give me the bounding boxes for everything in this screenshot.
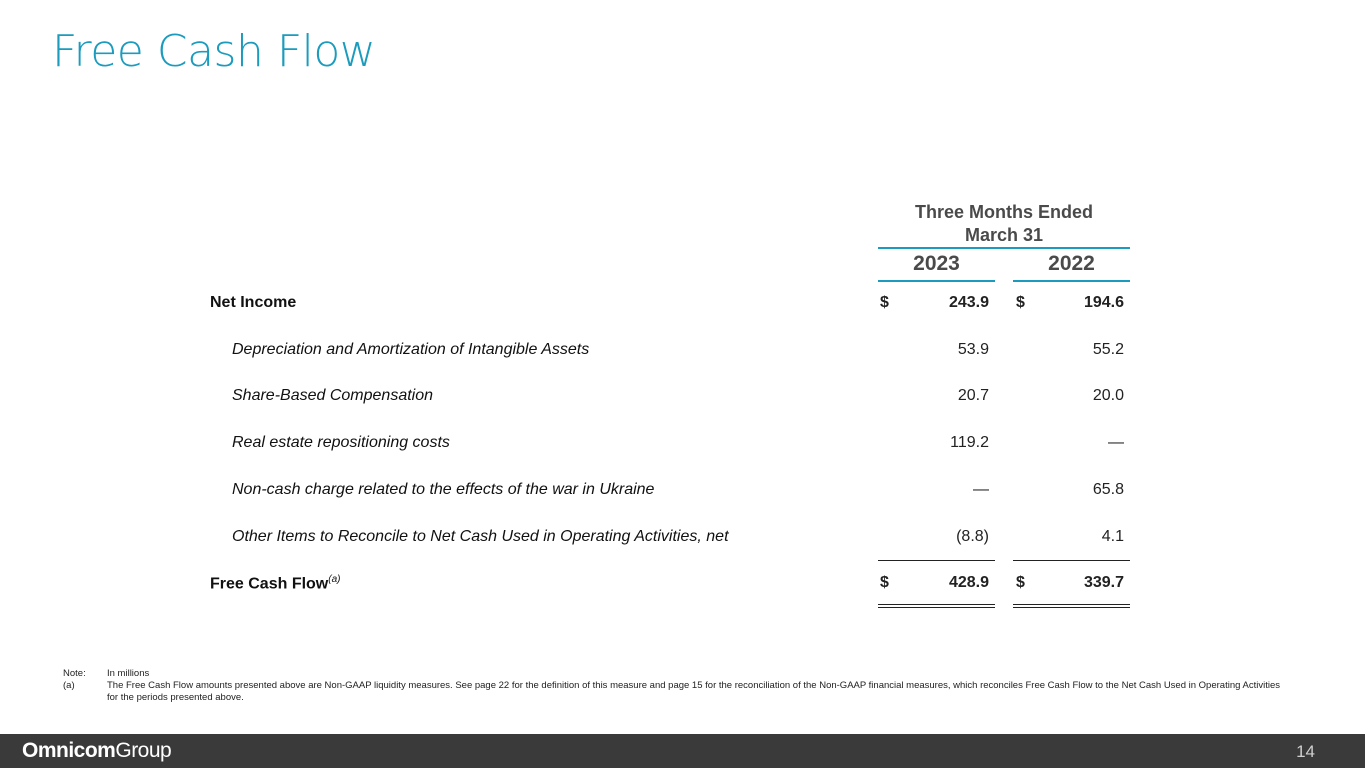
note-line xyxy=(63,668,1293,680)
value-2023: 428.9 xyxy=(948,574,989,591)
page-title: Free Cash Flow xyxy=(52,26,376,77)
table-row-depreciation xyxy=(0,341,1365,365)
footnote-mark: (a) xyxy=(328,574,341,585)
period-header-rule xyxy=(878,247,1130,249)
footnote-a-text: The Free Cash Flow amounts presented above are Non-GAAP liquidity measures. See page 22 for the definition of this measure and page 15 for the reconciliation of the Non-GAAP financial measures, which reconciles Free Cash Flow to the Net Cash Used in Operating Activities for the periods presented above. xyxy=(107,680,1280,703)
value-2023: (8.8) xyxy=(956,528,989,545)
year-2023-header: 2023 xyxy=(913,252,960,275)
period-header-line2: March 31 xyxy=(964,225,1044,245)
row-label xyxy=(210,574,340,593)
omnicom-logo xyxy=(22,739,171,763)
year-2023-rule xyxy=(878,280,995,282)
table-row-ukraine-charge xyxy=(0,481,1365,505)
total-rule-bottom-2023 xyxy=(878,607,995,608)
footnote-a xyxy=(63,680,1293,704)
row-label: Depreciation and Amortization of Intangible Assets xyxy=(232,341,590,358)
logo-part1: Omnicom xyxy=(22,739,116,762)
value-2022: 20.0 xyxy=(1092,387,1124,404)
value-2022: 65.8 xyxy=(1092,481,1124,498)
currency-symbol: $ xyxy=(1016,294,1025,311)
value-2022: 339.7 xyxy=(1083,574,1124,591)
page-number: 14 xyxy=(1296,742,1315,761)
row-label: Share-Based Compensation xyxy=(232,387,434,404)
total-rule-bottom-2022 xyxy=(1013,607,1130,608)
subtotal-rule-2023 xyxy=(878,560,995,561)
footnote-a-key: (a) xyxy=(63,680,75,691)
value-2023: 243.9 xyxy=(948,294,989,311)
logo-part2: Group xyxy=(115,739,172,762)
row-label: Real estate repositioning costs xyxy=(232,434,450,451)
row-label: Net Income xyxy=(210,294,297,311)
year-2022-header: 2022 xyxy=(1048,252,1095,275)
value-2022: 4.1 xyxy=(1101,528,1124,545)
row-label: Other Items to Reconcile to Net Cash Used in Operating Activities, net xyxy=(232,528,729,545)
note-key: Note: xyxy=(63,668,86,679)
table-row-free-cash-flow xyxy=(0,574,1365,598)
value-2023: — xyxy=(973,481,989,498)
footnotes xyxy=(63,668,1293,704)
currency-symbol: $ xyxy=(880,294,889,311)
row-label: Non-cash charge related to the effects of the war in Ukraine xyxy=(232,481,655,498)
value-2023: 20.7 xyxy=(957,387,989,404)
table-row-other-items xyxy=(0,528,1365,552)
footer-bar xyxy=(0,734,1365,768)
value-2022: 55.2 xyxy=(1092,341,1124,358)
total-rule-top-2023 xyxy=(878,604,995,605)
table-row-real-estate xyxy=(0,434,1365,458)
total-rule-top-2022 xyxy=(1013,604,1130,605)
currency-symbol: $ xyxy=(1016,574,1025,591)
table-row-net-income xyxy=(0,294,1365,318)
value-2023: 119.2 xyxy=(950,434,989,451)
currency-symbol: $ xyxy=(880,574,889,591)
period-header-line1: Three Months Ended xyxy=(914,202,1093,222)
subtotal-rule-2022 xyxy=(1013,560,1130,561)
value-2023: 53.9 xyxy=(957,341,989,358)
note-text: In millions xyxy=(107,668,150,679)
value-2022: 194.6 xyxy=(1083,294,1124,311)
table-row-share-based-compensation xyxy=(0,387,1365,411)
year-2022-rule xyxy=(1013,280,1130,282)
value-2022: — xyxy=(1108,434,1124,451)
period-header xyxy=(878,201,1130,247)
total-label-text: Free Cash Flow xyxy=(210,575,329,593)
